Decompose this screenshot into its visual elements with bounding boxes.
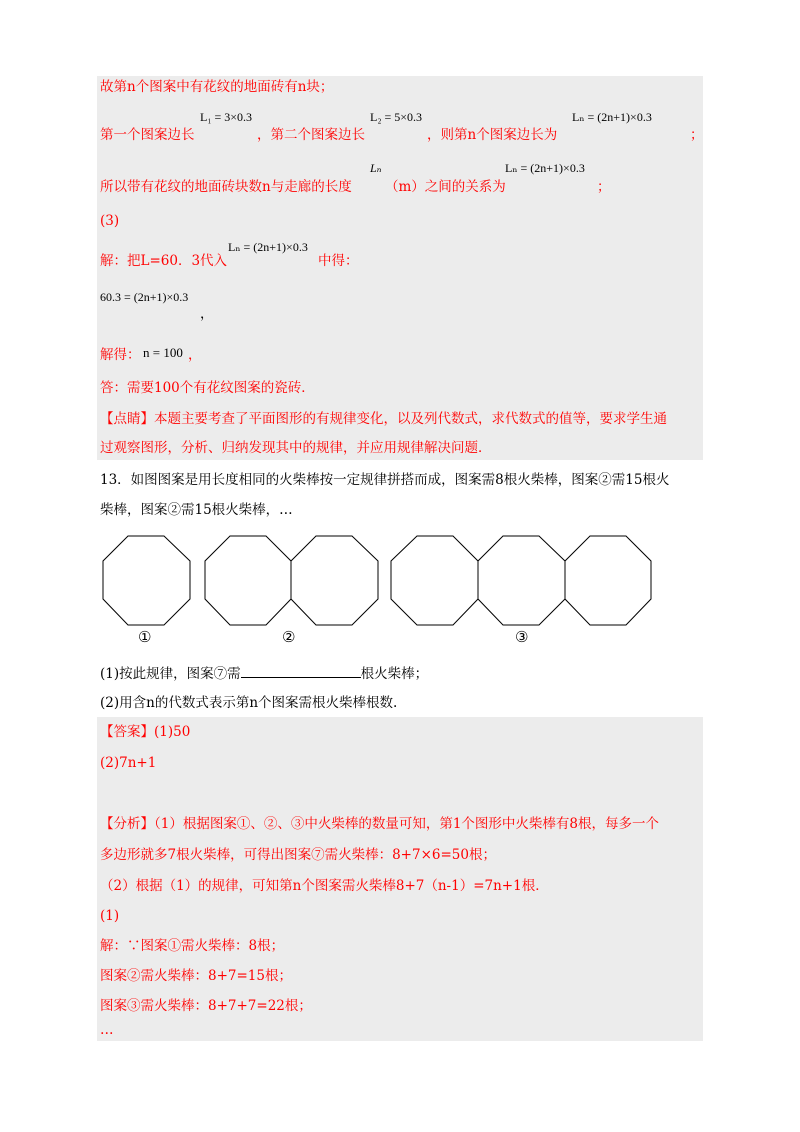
figure-label-3: ③ (515, 628, 529, 646)
solution-step-1: 解：∵图案①需火柴棒：8根； (100, 938, 285, 954)
part-1-label: (1) (100, 908, 120, 924)
solution-line-3: 所以带有花纹的地面砖块数n与走廊的长度 (100, 179, 352, 195)
octagon-fig2-1 (205, 536, 291, 625)
analysis-line-3: （2）根据（1）的规律，可知第n个图案需火柴棒8+7（n-1）=7n+1根． (100, 878, 549, 894)
figure-label-2: ② (282, 628, 296, 646)
octagon-fig1-1 (103, 536, 190, 625)
subquestion-2: (2)用含n的代数式表示第n个图案需根火柴棒根数. (100, 695, 398, 711)
solution-line-3c: ； (597, 179, 611, 195)
formula-n-result: n = 100 (143, 345, 183, 360)
comment-line-1: 【点睛】本题主要考查了平面图形的有规律变化，以及列代数式，求代数式的值等，要求学生通 (100, 411, 667, 427)
question-line-2: 柴棒，图案②需15根火柴棒，… (100, 502, 293, 518)
solution-line-5b: 中得： (318, 253, 359, 269)
answer-1: 【答案】(1)50 (100, 724, 191, 740)
octagon-fig3-3 (565, 536, 651, 625)
formula-Ln-3: Lₙ = (2n+1)×0.3 (228, 240, 308, 254)
octagon-fig3-2 (478, 536, 565, 625)
solution-line-5: 解：把L=60．3代入 (100, 253, 228, 269)
comment-line-2: 过观察图形，分析、归纳发现其中的规律，并应用规律解决问题． (100, 440, 492, 456)
solution-step-3: 图案③需火柴棒：8+7+7=22根； (100, 998, 312, 1014)
solution-line-6: 解得： (100, 347, 141, 363)
analysis-line-2: 多边形就多7根火柴棒，可得出图案⑦需火柴棒：8+7×6=50根； (100, 847, 496, 863)
octagon-fig2-2 (291, 536, 378, 625)
solution-line-2 (100, 126, 195, 144)
answer-2: (2)7n+1 (100, 755, 157, 771)
formula-Ln: Lₙ = (2n+1)×0.3 (572, 110, 652, 124)
formula-L2: L₂ = 5×0.3 (370, 110, 423, 124)
formula-L1: L₁ = 3×0.3 (200, 110, 253, 124)
octagon-fig3-1 (391, 536, 478, 625)
part-3-label: (3) (100, 213, 120, 229)
figure-label-1: ① (138, 628, 152, 646)
equation-substituted: 60.3 = (2n+1)×0.3 (100, 290, 189, 304)
solution-ellipsis: … (100, 1022, 114, 1038)
solution-step-2: 图案②需火柴棒：8+7=15根； (100, 968, 292, 984)
text-segment: 第一个图案边长 (100, 127, 195, 143)
subquestion-1 (100, 663, 428, 683)
solution-line-3b: （m）之间的关系为 (385, 179, 506, 195)
solution-line-2d: ； (690, 127, 704, 143)
solution-line-2c: ，则第n个图案边长为 (427, 127, 558, 143)
subquestion-1-text-end: 根火柴棒； (360, 666, 429, 682)
analysis-line-1: 【分析】（1）根据图案①、②、③中火柴棒的数量可知，第1个图形中火柴棒有8根，每多一个 (100, 816, 660, 832)
formula-Ln-symbol: Lₙ (370, 161, 382, 175)
solution-line-1: 故第n个图案中有花纹的地面砖有n块； (100, 79, 334, 95)
answer-line: 答：需要100个有花纹图案的瓷砖． (100, 380, 315, 396)
formula-Ln-2: Lₙ = (2n+1)×0.3 (505, 161, 585, 175)
question-line-1: 13．如图图案是用长度相同的火柴棒按一定规律拼搭而成，图案需8根火柴棒，图案②需15根火 (100, 472, 670, 488)
answer-blank (241, 663, 361, 678)
equation-comma: ， (200, 306, 214, 322)
solution-line-6b: ， (188, 347, 202, 363)
solution-line-2b: ，第二个图案边长 (257, 127, 365, 143)
subquestion-1-text: (1)按此规律，图案⑦需 (100, 666, 241, 682)
